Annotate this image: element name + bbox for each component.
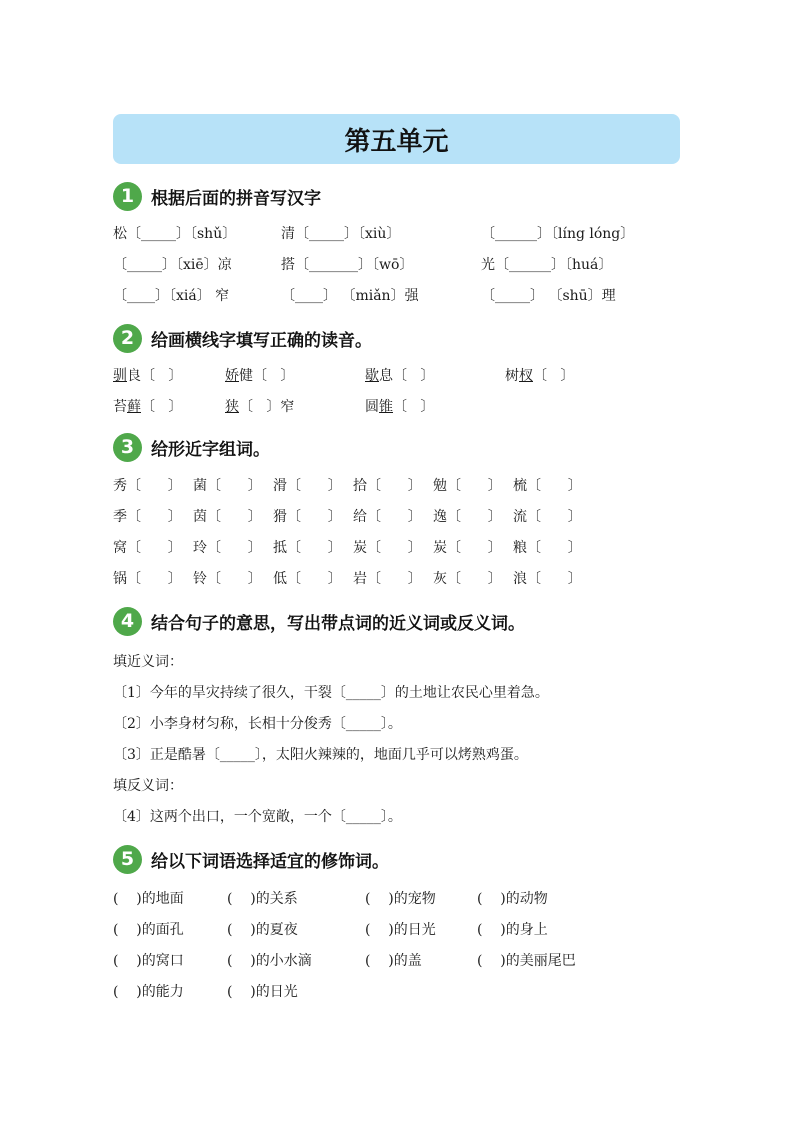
pinyin-item: 〔____〕 〔miǎn〕强 xyxy=(281,288,419,304)
char-item: 炭〔 〕 xyxy=(353,540,422,556)
char-item: 锅〔 〕 xyxy=(113,571,182,587)
pinyin-item: 清〔_____〕〔xiù〕 xyxy=(281,226,401,242)
modifier-item: ( )的身上 xyxy=(477,922,548,938)
char-item: 猾〔 〕 xyxy=(273,509,342,525)
section-number-badge: 4 xyxy=(113,607,142,636)
section-title: 给以下词语选择适宜的修饰词。 xyxy=(151,851,389,872)
pinyin-item: 〔_____〕〔xiē〕凉 xyxy=(113,257,232,273)
antonym-label: 填反义词： xyxy=(113,778,183,794)
char-item: 玲〔 〕 xyxy=(193,540,262,556)
char-item: 粮〔 〕 xyxy=(513,540,582,556)
char-item: 浪〔 〕 xyxy=(513,571,582,587)
section-title: 给画横线字填写正确的读音。 xyxy=(151,330,372,351)
modifier-item: ( )的动物 xyxy=(477,891,548,907)
section-4-header xyxy=(113,606,525,636)
pinyin-item: 〔_____〕 〔shū〕理 xyxy=(481,288,616,304)
synonym-sentence: 〔2〕小李身材匀称，长相十分俊秀〔_____〕。 xyxy=(113,716,402,732)
modifier-item: ( )的盖 xyxy=(365,953,422,969)
modifier-item: ( )的夏夜 xyxy=(227,922,298,938)
section-2-header xyxy=(113,323,372,353)
synonym-sentence: 〔1〕今年的旱灾持续了很久，干裂〔_____〕的土地让农民心里着急。 xyxy=(113,685,549,701)
char-item: 炭〔 〕 xyxy=(433,540,502,556)
reading-item: 娇健〔 〕 xyxy=(225,368,295,384)
section-number-badge: 1 xyxy=(113,182,142,211)
char-item: 窝〔 〕 xyxy=(113,540,182,556)
synonym-sentence: 〔3〕正是酷暑〔_____〕，太阳火辣辣的，地面几乎可以烤熟鸡蛋。 xyxy=(113,747,528,763)
unit-title: 第五单元 xyxy=(344,126,449,157)
section-title: 给形近字组词。 xyxy=(151,439,270,460)
synonym-label: 填近义词： xyxy=(113,654,183,670)
section-1-header xyxy=(113,181,321,211)
modifier-item: ( )的美丽尾巴 xyxy=(477,953,576,969)
section-title: 根据后面的拼音写汉字 xyxy=(151,188,321,209)
char-item: 季〔 〕 xyxy=(113,509,182,525)
section-title: 结合句子的意思，写出带点词的近义词或反义词。 xyxy=(151,613,525,634)
section-number-badge: 3 xyxy=(113,433,142,462)
pinyin-item: 搭〔_______〕〔wō〕 xyxy=(281,257,414,273)
char-item: 菌〔 〕 xyxy=(193,478,262,494)
section-number-badge: 5 xyxy=(113,845,142,874)
modifier-item: ( )的日光 xyxy=(365,922,436,938)
pinyin-item: 〔____〕〔xiá〕 窄 xyxy=(113,288,230,304)
reading-item: 苔藓〔 〕 xyxy=(113,399,183,415)
pinyin-item: 〔______〕〔líng lóng〕 xyxy=(481,226,635,242)
reading-item: 驯良〔 〕 xyxy=(113,368,183,384)
char-item: 勉〔 〕 xyxy=(433,478,502,494)
char-item: 逸〔 〕 xyxy=(433,509,502,525)
char-item: 岩〔 〕 xyxy=(353,571,422,587)
pinyin-item: 光〔______〕〔huá〕 xyxy=(481,257,613,273)
char-item: 铃〔 〕 xyxy=(193,571,262,587)
modifier-item: ( )的日光 xyxy=(227,984,298,1000)
modifier-item: ( )的面孔 xyxy=(113,922,184,938)
section-number-badge: 2 xyxy=(113,324,142,353)
section-3-header xyxy=(113,432,270,462)
reading-item: 圆锥〔 〕 xyxy=(365,399,435,415)
modifier-item: ( )的小水滴 xyxy=(227,953,312,969)
char-item: 低〔 〕 xyxy=(273,571,342,587)
char-item: 滑〔 〕 xyxy=(273,478,342,494)
char-item: 茵〔 〕 xyxy=(193,509,262,525)
char-item: 灰〔 〕 xyxy=(433,571,502,587)
reading-item: 歇息〔 〕 xyxy=(365,368,435,384)
char-item: 给〔 〕 xyxy=(353,509,422,525)
char-item: 抵〔 〕 xyxy=(273,540,342,556)
reading-item: 狭〔 〕窄 xyxy=(225,399,295,415)
modifier-item: ( )的窝口 xyxy=(113,953,184,969)
modifier-item: ( )的地面 xyxy=(113,891,184,907)
char-item: 流〔 〕 xyxy=(513,509,582,525)
modifier-item: ( )的能力 xyxy=(113,984,184,1000)
pinyin-item: 松〔_____〕〔shǔ〕 xyxy=(113,226,237,242)
section-5-header xyxy=(113,844,389,874)
char-item: 拾〔 〕 xyxy=(353,478,422,494)
modifier-item: ( )的宠物 xyxy=(365,891,436,907)
antonym-sentence: 〔4〕这两个出口，一个宽敞，一个〔_____〕。 xyxy=(113,809,402,825)
reading-item: 树杈〔 〕 xyxy=(505,368,575,384)
char-item: 梳〔 〕 xyxy=(513,478,582,494)
char-item: 秀〔 〕 xyxy=(113,478,182,494)
unit-title-banner xyxy=(113,114,680,164)
modifier-item: ( )的关系 xyxy=(227,891,298,907)
